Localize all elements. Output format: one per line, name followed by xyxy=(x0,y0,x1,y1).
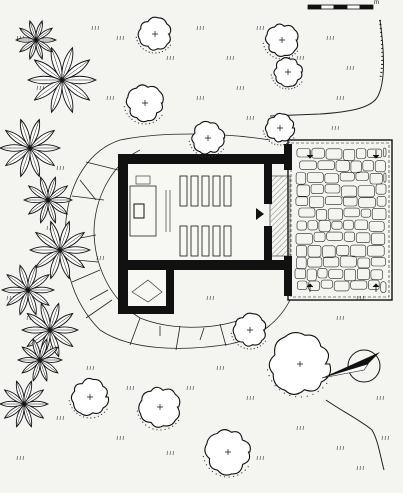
scale-bar xyxy=(308,5,373,9)
scale-bar-unit-label: m xyxy=(374,0,379,6)
scale-bar-segment xyxy=(360,5,373,9)
scale-bar-segment xyxy=(347,5,360,9)
scale-bar-segment xyxy=(308,5,321,9)
scale-bar-segment xyxy=(321,5,334,9)
entrance-porch-paving xyxy=(270,176,290,256)
scale-bar-segment xyxy=(334,5,347,9)
